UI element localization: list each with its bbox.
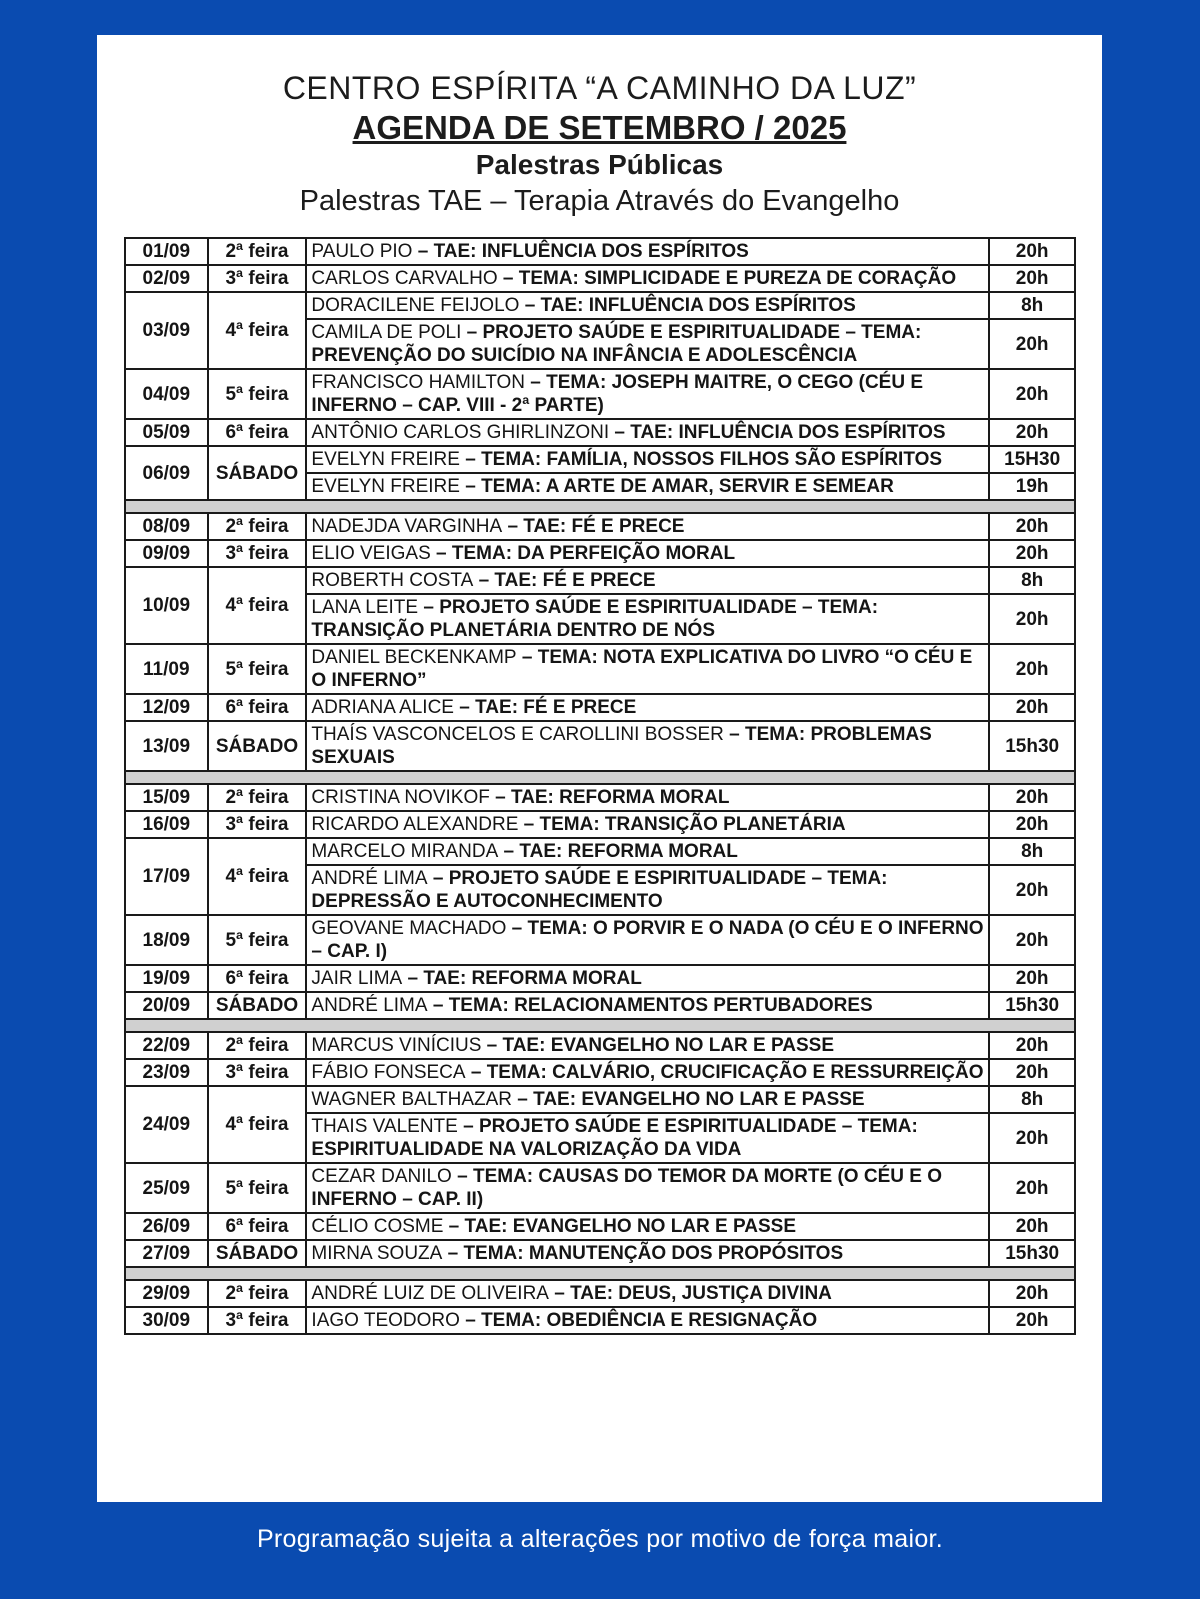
talk-description: ROBERTH COSTA – TAE: FÉ E PRECE [306,567,989,594]
agenda-row [125,1240,1075,1267]
talk-topic: TAE: REFORMA MORAL [519,841,738,862]
weekday-cell: 3ª feira [208,1307,307,1334]
week-separator [125,771,1075,784]
agenda-row [125,644,1075,694]
time-cell: 20h [989,1032,1075,1059]
talk-description: ANDRÉ LIMA – TEMA: RELACIONAMENTOS PERTUBADORES [306,992,989,1019]
speaker-name: MARCELO MIRANDA [311,841,499,862]
talk-topic: TAE: FÉ E PRECE [475,697,637,718]
agenda-row [125,1213,1075,1240]
talk-description: CEZAR DANILO – TEMA: CAUSAS DO TEMOR DA MORTE (O CÉU E O INFERNO – CAP. II) [306,1163,989,1213]
talk-topic: TEMA: A ARTE DE AMAR, SERVIR E SEMEAR [481,476,894,497]
talk-topic: TEMA: DA PERFEIÇÃO MORAL [451,543,736,564]
talk-topic: TEMA: SIMPLICIDADE E PUREZA DE CORAÇÃO [518,268,957,289]
time-cell: 20h [989,865,1075,915]
time-cell: 20h [989,1163,1075,1213]
time-cell: 20h [989,540,1075,567]
agenda-row [125,1086,1075,1113]
time-cell: 8h [989,567,1075,594]
org-name: CENTRO ESPÍRITA “A CAMINHO DA LUZ” [282,70,917,106]
weekday-cell: 5ª feira [208,1163,307,1213]
agenda-row [125,811,1075,838]
talk-topic: TAE: INFLUÊNCIA DOS ESPÍRITOS [630,422,946,443]
talk-topic: PROJETO SAÚDE E ESPIRITUALIDADE – TEMA: PREVENÇÃO DO SUICÍDIO NA INFÂNCIA E ADOLESCÊNCIA [311,322,922,366]
date-cell: 02/09 [125,265,208,292]
talk-description: FRANCISCO HAMILTON – TEMA: JOSEPH MAITRE, O CEGO (CÉU E INFERNO – CAP. VIII - 2ª PARTE) [306,369,989,419]
talk-description: NADEJDA VARGINHA – TAE: FÉ E PRECE [306,513,989,540]
agenda-row [125,265,1075,292]
weekday-cell: 2ª feira [208,238,307,265]
speaker-name: ANTÔNIO CARLOS GHIRLINZONI [311,422,610,443]
agenda-row [125,1280,1075,1307]
weekday-cell: 2ª feira [208,1280,307,1307]
date-cell: 11/09 [125,644,208,694]
talk-description: ELIO VEIGAS – TEMA: DA PERFEIÇÃO MORAL [306,540,989,567]
weekday-cell: SÁBADO [208,721,307,771]
speaker-name: DANIEL BECKENKAMP [311,647,517,668]
time-cell: 19h [989,473,1075,500]
week-separator [125,1267,1075,1280]
weekday-cell: 2ª feira [208,1032,307,1059]
speaker-name: CRISTINA NOVIKOF [311,787,490,808]
speaker-name: LANA LEITE [311,597,419,618]
week-separator [125,500,1075,513]
speaker-name: FÁBIO FONSECA [311,1062,466,1083]
talk-topic: PROJETO SAÚDE E ESPIRITUALIDADE – TEMA: DEPRESSÃO E AUTOCONHECIMENTO [311,868,888,912]
agenda-row [125,238,1075,265]
agenda-row [125,446,1075,473]
talk-topic: TAE: EVANGELHO NO LAR E PASSE [464,1216,797,1237]
talk-topic: TEMA: JOSEPH MAITRE, O CEGO (CÉU E INFERNO – CAP. VIII - 2ª PARTE) [311,372,924,416]
talk-description: ANDRÉ LUIZ DE OLIVEIRA – TAE: DEUS, JUSTIÇA DIVINA [306,1280,989,1307]
speaker-name: WAGNER BALTHAZAR [311,1089,512,1110]
date-cell: 09/09 [125,540,208,567]
agenda-row [125,965,1075,992]
time-cell: 20h [989,265,1075,292]
date-cell: 26/09 [125,1213,208,1240]
date-cell: 29/09 [125,1280,208,1307]
speaker-name: ANDRÉ LIMA [311,868,428,889]
date-cell: 18/09 [125,915,208,965]
weekday-cell: SÁBADO [208,1240,307,1267]
date-cell: 08/09 [125,513,208,540]
speaker-name: CARLOS CARVALHO [311,268,498,289]
weekday-cell: SÁBADO [208,992,307,1019]
weekday-cell: 4ª feira [208,292,307,369]
talk-description: ANTÔNIO CARLOS GHIRLINZONI – TAE: INFLUÊNCIA DOS ESPÍRITOS [306,419,989,446]
date-cell: 22/09 [125,1032,208,1059]
agenda-row [125,992,1075,1019]
talk-description: GEOVANE MACHADO – TEMA: O PORVIR E O NADA (O CÉU E O INFERNO – CAP. I) [306,915,989,965]
time-cell: 20h [989,238,1075,265]
date-cell: 15/09 [125,784,208,811]
date-cell: 10/09 [125,567,208,644]
time-cell: 20h [989,1280,1075,1307]
agenda-row [125,292,1075,319]
time-cell: 20h [989,369,1075,419]
footer-note: Programação sujeita a alterações por motivo de força maior. [256,1525,944,1553]
speaker-name: NADEJDA VARGINHA [311,516,503,537]
time-cell: 20h [989,915,1075,965]
talk-description: RICARDO ALEXANDRE – TEMA: TRANSIÇÃO PLANETÁRIA [306,811,989,838]
speaker-name: MARCUS VINÍCIUS [311,1035,482,1056]
date-cell: 04/09 [125,369,208,419]
time-cell: 20h [989,513,1075,540]
time-cell: 20h [989,419,1075,446]
talk-description: JAIR LIMA – TAE: REFORMA MORAL [306,965,989,992]
date-cell: 23/09 [125,1059,208,1086]
weekday-cell: 5ª feira [208,644,307,694]
time-cell: 20h [989,644,1075,694]
talk-topic: TEMA: FAMÍLIA, NOSSOS FILHOS SÃO ESPÍRITOS [481,449,943,470]
date-cell: 06/09 [125,446,208,500]
subtitle-public-talks: Palestras Públicas [475,149,724,180]
talk-topic: TEMA: TRANSIÇÃO PLANETÁRIA [539,814,846,835]
talk-description: CAMILA DE POLI – PROJETO SAÚDE E ESPIRITUALIDADE – TEMA: PREVENÇÃO DO SUICÍDIO NA INFÂNCIA E ADOLESCÊNCIA [306,319,989,369]
weekday-cell: 6ª feira [208,965,307,992]
date-cell: 05/09 [125,419,208,446]
talk-topic: TEMA: CALVÁRIO, CRUCIFICAÇÃO E RESSURREIÇÃO [486,1062,984,1083]
speaker-name: THAIS VALENTE [311,1116,458,1137]
speaker-name: ADRIANA ALICE [311,697,454,718]
agenda-row [125,369,1075,419]
time-cell: 8h [989,1086,1075,1113]
time-cell: 15H30 [989,446,1075,473]
talk-topic: TAE: FÉ E PRECE [494,570,656,591]
talk-description: WAGNER BALTHAZAR – TAE: EVANGELHO NO LAR E PASSE [306,1086,989,1113]
weekday-cell: 2ª feira [208,784,307,811]
weekday-cell: 2ª feira [208,513,307,540]
agenda-row [125,419,1075,446]
agenda-row [125,784,1075,811]
time-cell: 8h [989,292,1075,319]
weekday-cell: 5ª feira [208,369,307,419]
talk-topic: TAE: EVANGELHO NO LAR E PASSE [502,1035,834,1056]
speaker-name: FRANCISCO HAMILTON [311,372,526,393]
weekday-cell: 4ª feira [208,567,307,644]
talk-topic: TAE: EVANGELHO NO LAR E PASSE [533,1089,865,1110]
date-cell: 03/09 [125,292,208,369]
date-cell: 12/09 [125,694,208,721]
speaker-name: ANDRÉ LUIZ DE OLIVEIRA [311,1283,549,1304]
speaker-name: ELIO VEIGAS [311,543,431,564]
speaker-name: PAULO PIO [311,241,413,262]
agenda-row [125,1307,1075,1334]
time-cell: 20h [989,1213,1075,1240]
speaker-name: CEZAR DANILO [311,1166,452,1187]
talk-topic: TAE: REFORMA MORAL [510,787,730,808]
date-cell: 27/09 [125,1240,208,1267]
weekday-cell: 3ª feira [208,265,307,292]
agenda-row [125,1163,1075,1213]
talk-description: CRISTINA NOVIKOF – TAE: REFORMA MORAL [306,784,989,811]
talk-description: DANIEL BECKENKAMP – TEMA: NOTA EXPLICATIVA DO LIVRO “O CÉU E O INFERNO” [306,644,989,694]
date-cell: 13/09 [125,721,208,771]
talk-topic: TAE: INFLUÊNCIA DOS ESPÍRITOS [433,241,749,262]
talk-description: ANDRÉ LIMA – PROJETO SAÚDE E ESPIRITUALIDADE – TEMA: DEPRESSÃO E AUTOCONHECIMENTO [306,865,989,915]
speaker-name: DORACILENE FEIJOLO [311,295,520,316]
date-cell: 19/09 [125,965,208,992]
talk-description: THAIS VALENTE – PROJETO SAÚDE E ESPIRITUALIDADE – TEMA: ESPIRITUALIDADE NA VALORIZAÇÃO DA VIDA [306,1113,989,1163]
agenda-row [125,567,1075,594]
weekday-cell: 6ª feira [208,419,307,446]
date-cell: 16/09 [125,811,208,838]
agenda-row [125,1059,1075,1086]
subtitle-tae-talks: Palestras TAE – Terapia Através do Evangelho [299,185,900,217]
talk-description: EVELYN FREIRE – TEMA: A ARTE DE AMAR, SERVIR E SEMEAR [306,473,989,500]
talk-topic: PROJETO SAÚDE E ESPIRITUALIDADE – TEMA: TRANSIÇÃO PLANETÁRIA DENTRO DE NÓS [311,597,879,641]
weekday-cell: 4ª feira [208,1086,307,1163]
weekday-cell: 5ª feira [208,915,307,965]
talk-topic: TAE: REFORMA MORAL [423,968,642,989]
date-cell: 20/09 [125,992,208,1019]
agenda-row [125,915,1075,965]
speaker-name: ROBERTH COSTA [311,570,474,591]
talk-description: ADRIANA ALICE – TAE: FÉ E PRECE [306,694,989,721]
talk-description: MIRNA SOUZA – TEMA: MANUTENÇÃO DOS PROPÓSITOS [306,1240,989,1267]
speaker-name: RICARDO ALEXANDRE [311,814,519,835]
talk-description: CÉLIO COSME – TAE: EVANGELHO NO LAR E PASSE [306,1213,989,1240]
weekday-cell: SÁBADO [208,446,307,500]
talk-description: CARLOS CARVALHO – TEMA: SIMPLICIDADE E PUREZA DE CORAÇÃO [306,265,989,292]
speaker-name: CAMILA DE POLI [311,322,462,343]
speaker-name: ANDRÉ LIMA [311,995,428,1016]
date-cell: 01/09 [125,238,208,265]
time-cell: 15h30 [989,992,1075,1019]
agenda-row [125,721,1075,771]
agenda-table [124,237,1076,1335]
weekday-cell: 4ª feira [208,838,307,915]
agenda-row [125,1032,1075,1059]
agenda-row [125,694,1075,721]
time-cell: 15h30 [989,721,1075,771]
speaker-name: EVELYN FREIRE [311,449,460,470]
talk-description: FÁBIO FONSECA – TEMA: CALVÁRIO, CRUCIFICAÇÃO E RESSURREIÇÃO [306,1059,989,1086]
speaker-name: MIRNA SOUZA [311,1243,443,1264]
date-cell: 24/09 [125,1086,208,1163]
talk-description: EVELYN FREIRE – TEMA: FAMÍLIA, NOSSOS FILHOS SÃO ESPÍRITOS [306,446,989,473]
time-cell: 20h [989,594,1075,644]
weekday-cell: 6ª feira [208,1213,307,1240]
agenda-row [125,540,1075,567]
agenda-title: AGENDA DE SETEMBRO / 2025 [352,109,847,146]
time-cell: 20h [989,319,1075,369]
talk-topic: TEMA: NOTA EXPLICATIVA DO LIVRO “O CÉU E O INFERNO” [311,647,973,691]
agenda-sheet [97,35,1102,1502]
time-cell: 20h [989,784,1075,811]
weekday-cell: 6ª feira [208,694,307,721]
talk-topic: TEMA: OBEDIÊNCIA E RESIGNAÇÃO [481,1310,818,1331]
speaker-name: JAIR LIMA [311,968,403,989]
talk-description: DORACILENE FEIJOLO – TAE: INFLUÊNCIA DOS ESPÍRITOS [306,292,989,319]
talk-description: MARCUS VINÍCIUS – TAE: EVANGELHO NO LAR E PASSE [306,1032,989,1059]
weekday-cell: 3ª feira [208,811,307,838]
talk-description: MARCELO MIRANDA – TAE: REFORMA MORAL [306,838,989,865]
speaker-name: CÉLIO COSME [311,1216,444,1237]
talk-description: PAULO PIO – TAE: INFLUÊNCIA DOS ESPÍRITOS [306,238,989,265]
agenda-row [125,838,1075,865]
speaker-name: IAGO TEODORO [311,1310,460,1331]
time-cell: 20h [989,811,1075,838]
date-cell: 17/09 [125,838,208,915]
agenda-row [125,513,1075,540]
talk-topic: TAE: INFLUÊNCIA DOS ESPÍRITOS [540,295,856,316]
speaker-name: THAÍS VASCONCELOS E CAROLLINI BOSSER [311,724,724,745]
talk-topic: TEMA: RELACIONAMENTOS PERTUBADORES [448,995,873,1016]
weekday-cell: 3ª feira [208,1059,307,1086]
talk-description: IAGO TEODORO – TEMA: OBEDIÊNCIA E RESIGNAÇÃO [306,1307,989,1334]
date-cell: 25/09 [125,1163,208,1213]
talk-description: LANA LEITE – PROJETO SAÚDE E ESPIRITUALIDADE – TEMA: TRANSIÇÃO PLANETÁRIA DENTRO DE NÓS [306,594,989,644]
talk-topic: TEMA: CAUSAS DO TEMOR DA MORTE (O CÉU E O INFERNO – CAP. II) [311,1166,942,1210]
time-cell: 20h [989,1059,1075,1086]
time-cell: 20h [989,1113,1075,1163]
time-cell: 20h [989,965,1075,992]
time-cell: 8h [989,838,1075,865]
week-separator [125,1019,1075,1032]
talk-topic: TAE: FÉ E PRECE [523,516,685,537]
speaker-name: GEOVANE MACHADO [311,918,507,939]
talk-topic: TEMA: MANUTENÇÃO DOS PROPÓSITOS [463,1243,844,1264]
talk-topic: TEMA: PROBLEMAS SEXUAIS [311,724,932,768]
talk-topic: TEMA: O PORVIR E O NADA (O CÉU E O INFERNO – CAP. I) [311,918,984,962]
weekday-cell: 3ª feira [208,540,307,567]
talk-description: THAÍS VASCONCELOS E CAROLLINI BOSSER – TEMA: PROBLEMAS SEXUAIS [306,721,989,771]
time-cell: 20h [989,1307,1075,1334]
talk-topic: PROJETO SAÚDE E ESPIRITUALIDADE – TEMA: ESPIRITUALIDADE NA VALORIZAÇÃO DA VIDA [311,1116,918,1160]
time-cell: 15h30 [989,1240,1075,1267]
date-cell: 30/09 [125,1307,208,1334]
talk-topic: TAE: DEUS, JUSTIÇA DIVINA [570,1283,832,1304]
speaker-name: EVELYN FREIRE [311,476,460,497]
time-cell: 20h [989,694,1075,721]
